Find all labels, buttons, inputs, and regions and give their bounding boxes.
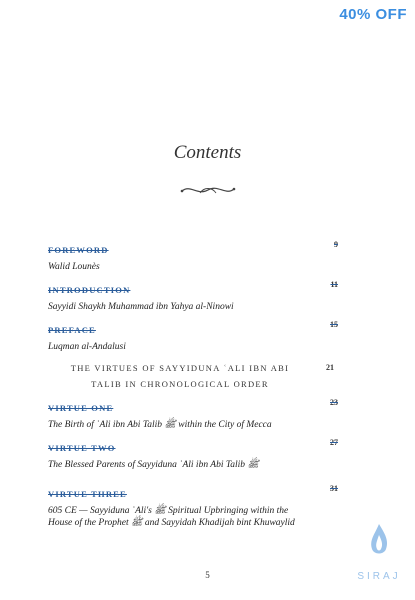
toc-entry-virtue-two[interactable]: [48, 438, 338, 471]
toc-entry-foreword[interactable]: [48, 240, 338, 273]
toc-subtitle: Sayyidi Shaykh Muhammad ibn Yahya al-Ninowi: [48, 302, 234, 312]
toc-heading[interactable]: VIRTUE TWO: [48, 443, 116, 453]
toc-heading[interactable]: INTRODUCTION: [48, 285, 131, 295]
toc-heading[interactable]: FOREWORD: [48, 245, 109, 255]
siraj-logo: [351, 522, 407, 582]
toc-page-number: 11: [330, 280, 338, 289]
flame-icon: [367, 522, 391, 560]
toc-entry-introduction[interactable]: [48, 280, 338, 313]
toc-page-number: 21: [326, 363, 334, 372]
toc-page-number: 9: [334, 240, 338, 249]
logo-wordmark: SIRAJ: [357, 571, 401, 582]
toc-page-number: 23: [330, 398, 338, 407]
toc-page-number: 31: [330, 484, 338, 493]
toc-subtitle: The Birth of ʿAli ibn Abi Talib ﷺ within the City of Mecca: [48, 420, 272, 430]
toc-subtitle: 605 CE — Sayyiduna ʿAli's ﷺ Spiritual Upbringing within the House of the Prophet ﷺ and Sayyidah Khadijah bint Khuwaylid: [48, 506, 295, 528]
toc-page-number: 27: [330, 438, 338, 447]
toc-page-number: 15: [330, 320, 338, 329]
toc-section-heading: [60, 360, 300, 392]
section-heading-line-2: TALIB IN CHRONOLOGICAL ORDER: [91, 379, 269, 389]
page-title: Contents: [173, 142, 242, 163]
toc-entry-preface[interactable]: [48, 320, 338, 353]
toc-subtitle: Walid Lounès: [48, 262, 100, 272]
toc-entry-virtue-one[interactable]: [48, 398, 338, 431]
toc-subtitle: The Blessed Parents of Sayyiduna ʿAli ibn Abi Talib ﷺ: [48, 460, 259, 470]
page-number: 5: [205, 570, 210, 580]
toc-subtitle: Luqman al-Andalusi: [48, 342, 126, 352]
toc-heading[interactable]: VIRTUE ONE: [48, 403, 114, 413]
discount-badge: 40% OFF: [339, 6, 407, 23]
toc-entry-virtue-three[interactable]: [48, 484, 338, 529]
section-heading-line-1: THE VIRTUES OF SAYYIDUNA ʿALI IBN ABI: [70, 363, 290, 373]
ornament-icon: [178, 182, 238, 198]
toc-heading[interactable]: PREFACE: [48, 325, 96, 335]
toc-heading[interactable]: VIRTUE THREE: [48, 489, 127, 499]
